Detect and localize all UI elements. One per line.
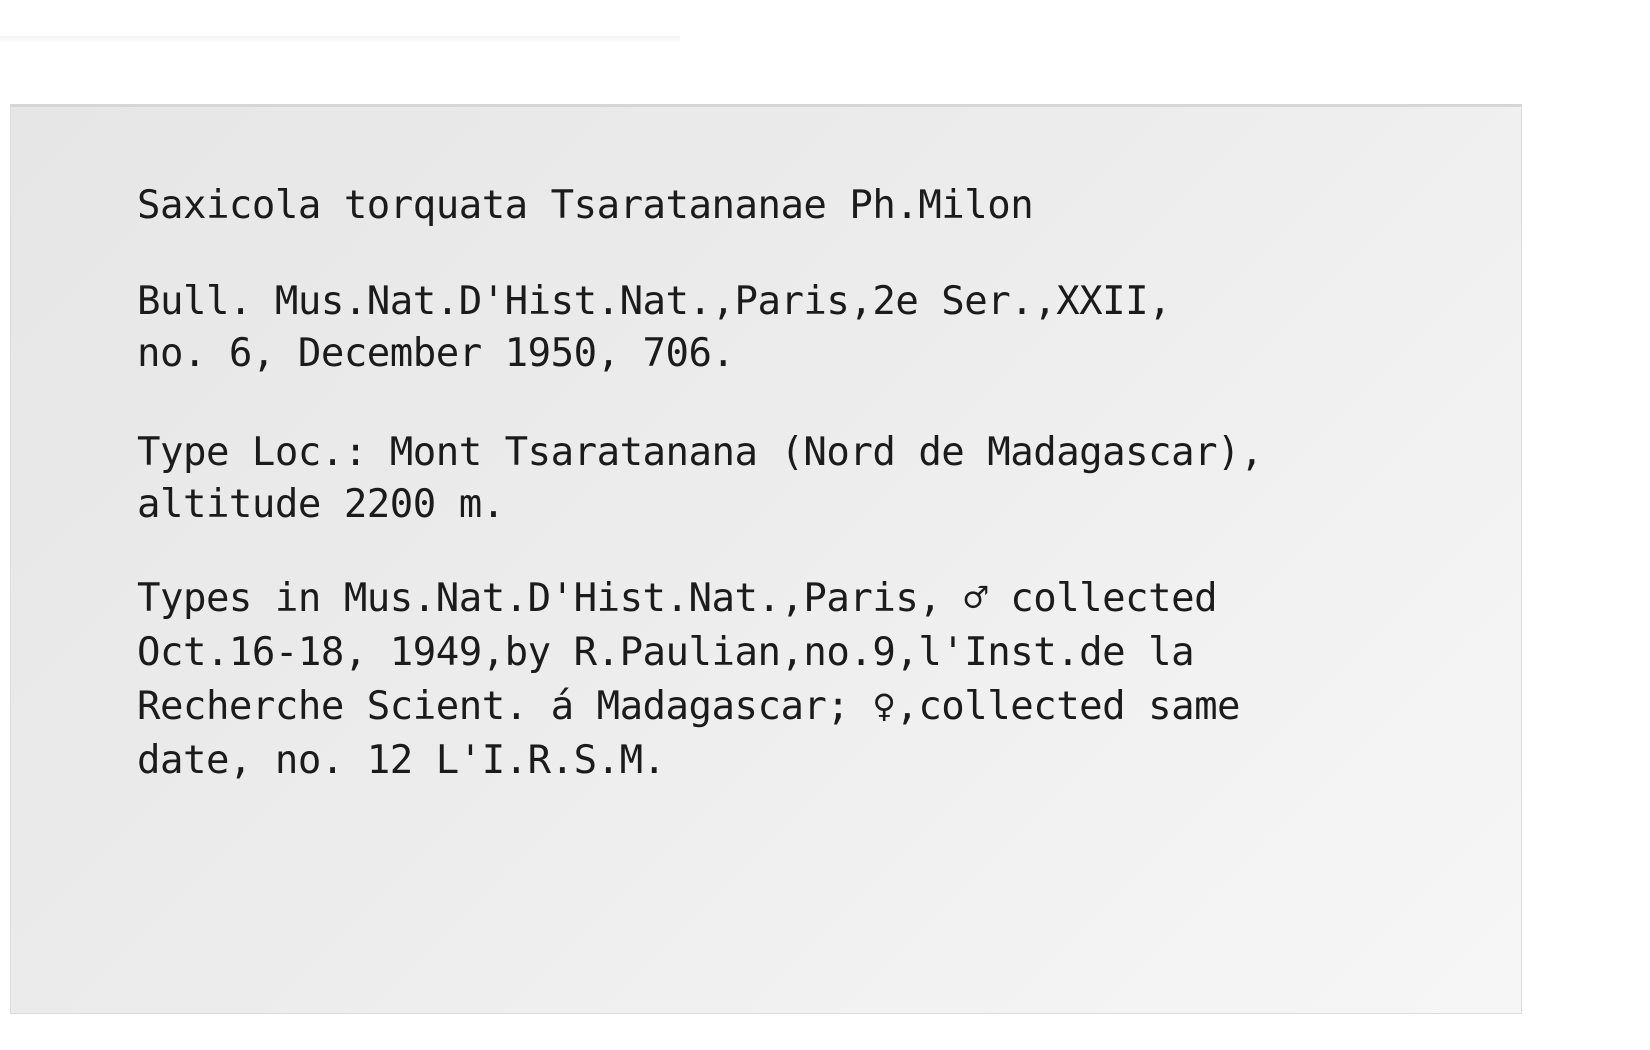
type-locality-line-2: altitude 2200 m. [137,482,505,527]
types-block [137,572,1240,788]
citation-line-1: Bull. Mus.Nat.D'Hist.Nat.,Paris,2e Ser.,XXII, [137,279,1172,324]
types-line-4: date, no. 12 L'I.R.S.M. [137,738,666,783]
type-locality-block [137,427,1263,531]
scan-edge-strip [0,36,680,42]
types-line-1: Types in Mus.Nat.D'Hist.Nat.,Paris, ♂ collected [137,576,1218,621]
species-title [137,180,1033,232]
index-card [10,104,1522,1014]
types-line-2: Oct.16-18, 1949,by R.Paulian,no.9,l'Inst.de la [137,630,1195,675]
type-locality-line-1: Type Loc.: Mont Tsaratanana (Nord de Madagascar), [137,430,1264,475]
species-title-text: Saxicola torquata Tsaratananae Ph.Milon [137,183,1034,228]
card-edge [10,104,1522,107]
citation-block [137,276,1171,380]
citation-line-2: no. 6, December 1950, 706. [137,331,735,376]
types-line-3: Recherche Scient. á Madagascar; ♀,collected same [137,684,1241,729]
